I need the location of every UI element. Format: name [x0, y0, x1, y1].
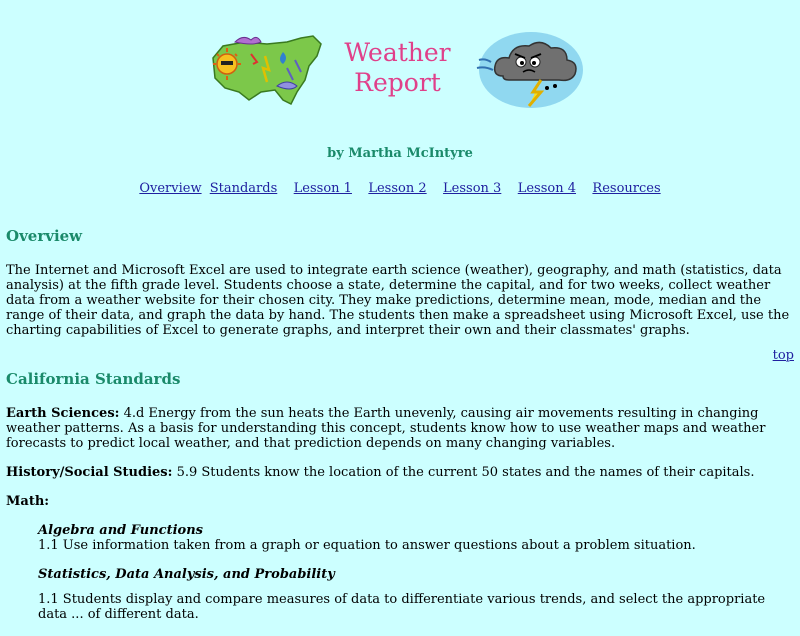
statistics-text: 1.1 Students display and compare measures of data to differentiate various trends, and select the appropriate data ... of different data. [38, 592, 766, 622]
nav-link-resources[interactable]: Resources [592, 181, 661, 196]
nav-bar [0, 181, 800, 196]
algebra-standard [38, 523, 794, 553]
site-title-line1: Weather [344, 38, 451, 67]
math-label: Math: [6, 494, 50, 509]
overview-text: The Internet and Microsoft Excel are used to integrate earth science (weather), geography, and math (statistics, data analysis) at the fifth grade level. Students choose a state, determine the capital, and for two weeks, collect weather data from a weather website for their chosen city. They make predictions, determine mean, mode, median and the range of their data, and graph the data by hand. The students then make a spreadsheet using Microsoft Excel, use the charting capabilities of Excel to generate graphs, and interpret their own and their classmates' graphs. [6, 263, 790, 338]
us-map-weather-icon [205, 30, 325, 110]
earth-sciences-label: Earth Sciences: [6, 406, 120, 421]
standards-heading: California Standards [6, 370, 181, 388]
math-label-row [6, 494, 794, 509]
nav-link-overview[interactable]: Overview [139, 181, 202, 196]
history-label: History/Social Studies: [6, 465, 173, 480]
history-text: 5.9 Students know the location of the current 50 states and the names of their capitals. [176, 465, 755, 480]
nav-link-lesson-2[interactable]: Lesson 2 [368, 181, 427, 196]
author-byline: by Martha McIntyre [327, 146, 473, 161]
top-link[interactable]: top [772, 348, 794, 363]
nav-link-lesson-4[interactable]: Lesson 4 [517, 181, 577, 196]
site-title-line2: Report [354, 68, 441, 97]
nav-link-lesson-1[interactable]: Lesson 1 [293, 181, 352, 196]
site-title [330, 38, 465, 98]
nav-link-lesson-3[interactable]: Lesson 3 [443, 181, 502, 196]
banner [0, 0, 800, 120]
algebra-heading: Algebra and Functions [38, 523, 203, 538]
statistics-heading: Statistics, Data Analysis, and Probability [38, 567, 335, 582]
statistics-standard [38, 567, 794, 622]
history-standard [6, 465, 794, 480]
top-link-row [6, 348, 794, 363]
main-content [6, 229, 794, 636]
overview-heading: Overview [6, 227, 83, 245]
storm-cloud-icon [475, 30, 590, 110]
earth-sciences-text: 4.d Energy from the sun heats the Earth unevenly, causing air movements resulting in changing weather patterns. As a basis for understanding this concept, students know how to use weather maps and weather forecasts to predict local weather, and that prediction depends on many changing variables. [6, 406, 766, 451]
algebra-text: 1.1 Use information taken from a graph or equation to answer questions about a problem situation. [38, 538, 696, 553]
nav-link-standards[interactable]: Standards [209, 181, 278, 196]
earth-sciences-standard [6, 406, 794, 451]
